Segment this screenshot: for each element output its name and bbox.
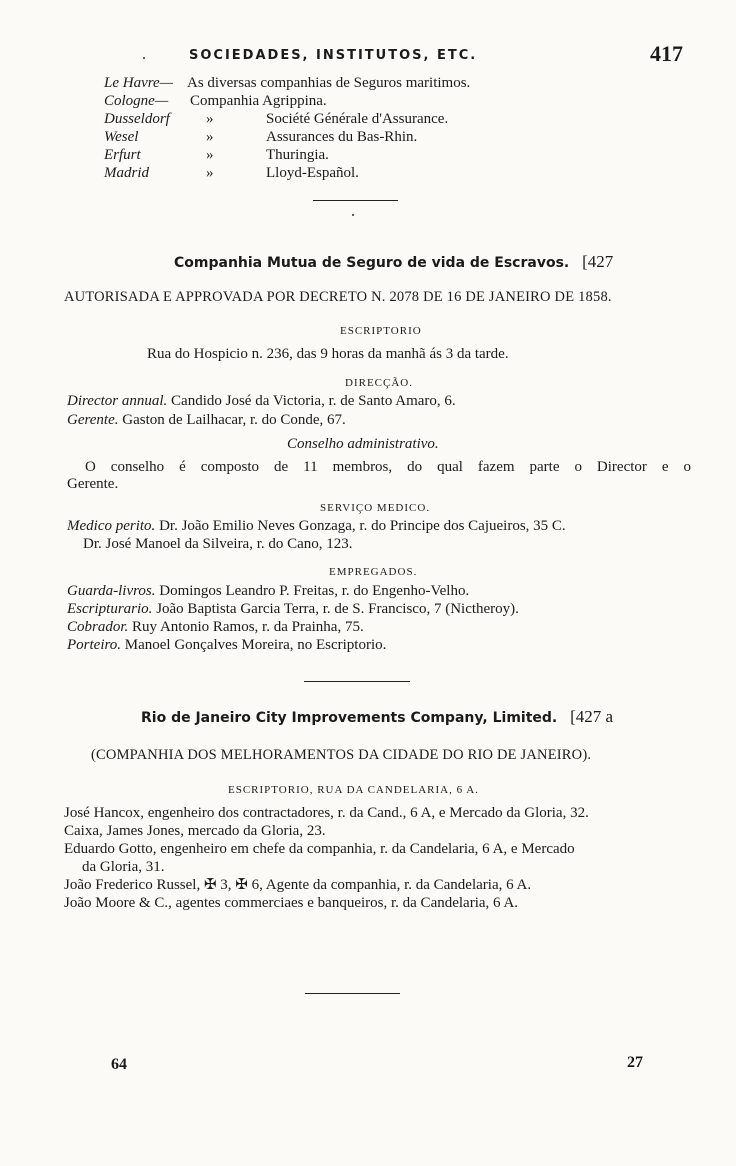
insurer-name: Companhia Agrippina. [190,93,327,109]
employee-role: Cobrador. [67,619,129,635]
insurer-city: Cologne— [104,93,169,109]
authorization-line: AUTORISADA E APPROVADA POR DECRETO N. 2078 DE 16 DE JANEIRO DE 1858. [64,289,612,305]
employee-text: Domingos Leandro P. Freitas, r. do Engenho-Velho. [159,583,470,599]
medical-heading: SERVIÇO MEDICO. [320,502,431,514]
director-text: Candido José da Victoria, r. de Santo Amaro, 6. [171,393,456,409]
section-divider [305,993,400,994]
staff-line: João Moore & C., agentes commerciaes e banqueiros, r. da Candelaria, 6 A. [64,895,519,911]
footer-signature-left: 64 [111,1056,127,1073]
manager-label: Gerente. [67,412,119,428]
section-ref: [427 a [570,707,614,726]
staff-line: Caixa, James Jones, mercado da Gloria, 23. [64,823,326,839]
insurer-city: Le Havre— [104,75,174,91]
employee-text: Ruy Antonio Ramos, r. da Prainha, 75. [132,619,364,635]
employee-role: Escripturario. [67,601,153,617]
ditto-mark: » [206,129,214,145]
medical-line-2: Dr. José Manoel da Silveira, r. do Cano, 123. [83,536,353,552]
employee-text: João Baptista Garcia Terra, r. de S. Francisco, 7 (Nictheroy). [156,601,519,617]
insurer-name: Société Générale d'Assurance. [266,111,449,127]
section-divider [304,681,410,682]
footer-signature-right: 27 [627,1054,643,1071]
section-title-text: Companhia Mutua de Seguro de vida de Escravos. [174,255,570,271]
manager-text: Gaston de Lailhacar, r. do Conde, 67. [122,412,346,428]
insurer-city: Dusseldorf [104,111,170,127]
running-header: SOCIEDADES, INSTITUTOS, ETC. [189,48,478,63]
council-heading: Conselho administrativo. [287,436,439,452]
insurer-name: Assurances du Bas-Rhin. [266,129,418,145]
section-ref: [427 [582,252,614,271]
section-divider [313,200,398,201]
council-text-cont: Gerente. [67,476,119,492]
header-dot [143,57,145,59]
ditto-mark: » [206,165,214,181]
ditto-mark: » [206,111,214,127]
page-number: 417 [650,41,683,66]
employee-text: Manoel Gonçalves Moreira, no Escriptorio. [124,637,387,653]
employee-role: Guarda-livros. [67,583,156,599]
employees-heading: EMPREGADOS. [329,566,418,578]
direction-heading: DIRECÇÃO. [345,377,413,389]
director-line [67,392,456,410]
ditto-mark: » [206,147,214,163]
staff-line-cont: da Gloria, 31. [82,859,165,875]
insurer-name: Lloyd-Español. [266,165,359,181]
employee-line [67,636,386,654]
director-label: Director annual. [67,393,168,409]
employee-line [67,618,364,636]
insurer-city: Erfurt [104,147,141,163]
company-subtitle: (COMPANHIA DOS MELHORAMENTOS DA CIDADE DO RIO DE JANEIRO). [91,747,592,763]
manager-line [67,411,346,429]
divider-dot [352,214,354,216]
insurer-city: Madrid [104,165,149,181]
insurer-name: Thuringia. [266,147,329,163]
insurer-city: Wesel [104,129,139,145]
employee-role: Porteiro. [67,637,122,653]
staff-line: José Hancox, engenheiro dos contractadores, r. da Cand., 6 A, e Mercado da Gloria, 32. [64,805,589,821]
employee-line [67,600,519,618]
staff-line: João Frederico Russel, ✠ 3, ✠ 6, Agente da companhia, r. da Candelaria, 6 A. [64,877,532,893]
council-text: O conselho é composto de 11 membros, do qual fazem parte o Director e o [85,459,691,475]
section-title-text: Rio de Janeiro City Improvements Company, Limited. [141,710,558,726]
office-text: Rua do Hospicio n. 236, das 9 horas da manhã ás 3 da tarde. [147,346,509,362]
employee-line [67,582,469,600]
medical-text: Dr. João Emilio Neves Gonzaga, r. do Principe dos Cajueiros, 35 C. [159,518,566,534]
insurer-name: As diversas companhias de Seguros maritimos. [187,75,471,91]
section-title [141,708,613,727]
section-title [174,253,613,272]
medical-label: Medico perito. [67,518,156,534]
office-heading: ESCRIPTORIO [340,325,422,337]
staff-line: Eduardo Gotto, engenheiro em chefe da companhia, r. da Candelaria, 6 A, e Mercado [64,841,575,857]
medical-line [67,517,566,535]
office-address: ESCRIPTORIO, RUA DA CANDELARIA, 6 A. [228,784,479,796]
